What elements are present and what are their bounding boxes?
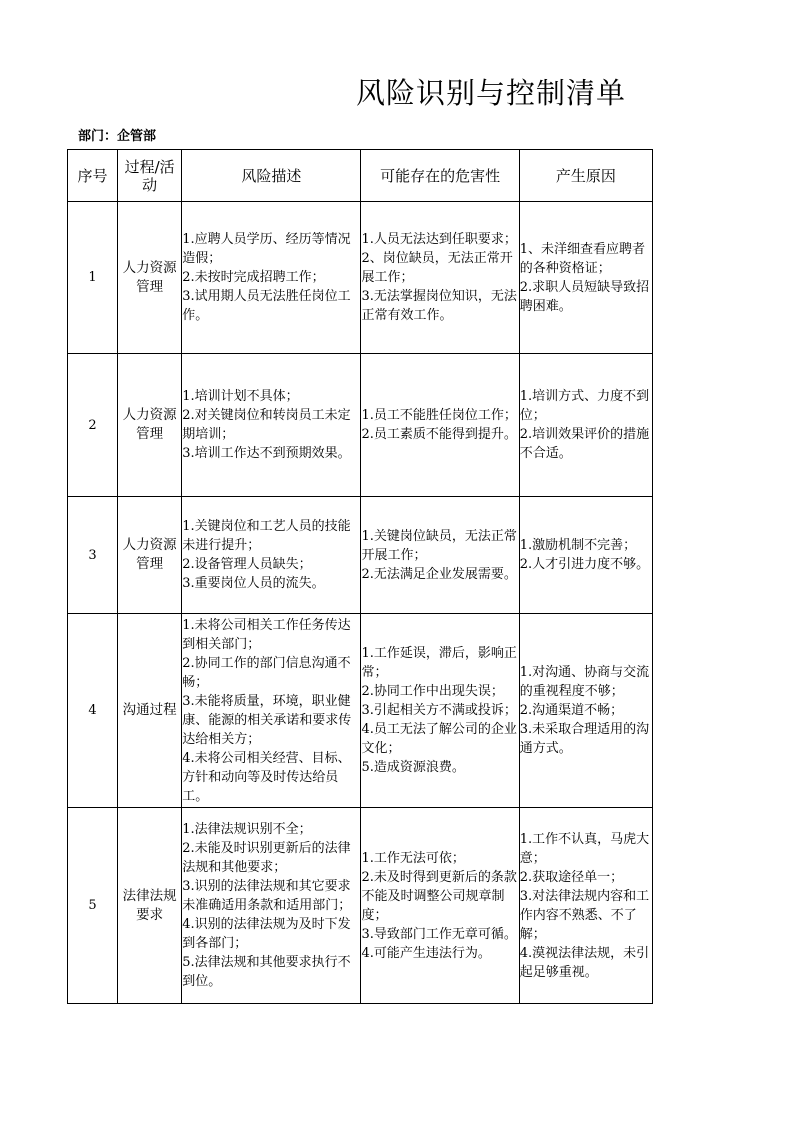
text-line: 2.未按时完成招聘工作； bbox=[182, 270, 325, 285]
risk-table bbox=[67, 149, 653, 1004]
text-line: 1.培训方式、力度不到位； bbox=[519, 389, 650, 423]
cell-process: 沟通过程 bbox=[118, 614, 182, 808]
cell-cause bbox=[519, 354, 652, 497]
cell-no: 1 bbox=[68, 202, 118, 354]
text-line: 1.法律法规识别不全； bbox=[182, 822, 312, 837]
cell-no: 4 bbox=[68, 614, 118, 808]
cell-possible-harm bbox=[361, 497, 519, 614]
cell-cause bbox=[519, 614, 652, 808]
cell-no: 3 bbox=[68, 497, 118, 614]
text-line: 1.工作无法可依； bbox=[361, 850, 465, 866]
text-line: 4.可能产生违法行为。 bbox=[361, 945, 491, 961]
text-line: 2.设备管理人员缺失； bbox=[182, 557, 312, 572]
table-row bbox=[68, 497, 653, 614]
text-line: 4.未将公司相关经营、目标、方针和动向等及时传达给员工。 bbox=[182, 750, 351, 804]
header-process: 过程/活动 bbox=[118, 150, 182, 202]
text-line: 4.员工无法了解公司的企业文化； bbox=[361, 722, 517, 756]
text-line: 1.工作不认真，马虎大意； bbox=[519, 831, 650, 866]
text-line: 3.未能将质量，环境，职业健康、能源的相关承诺和要求传达给相关方； bbox=[182, 693, 352, 747]
text-line: 2.未能及时识别更新后的法律法规和其他要求； bbox=[182, 841, 351, 875]
cell-cause bbox=[519, 202, 652, 354]
cell-process: 人力资源管理 bbox=[118, 354, 182, 497]
text-line: 4.漠视法律法规，未引起足够重视。 bbox=[519, 945, 650, 980]
table-row bbox=[68, 202, 653, 354]
text-line: 2、岗位缺员，无法正常开展工作； bbox=[361, 251, 513, 285]
text-line: 5.造成资源浪费。 bbox=[361, 760, 465, 775]
cell-possible-harm bbox=[361, 808, 519, 1004]
text-line: 4.识别的法律法规为及时下发到各部门； bbox=[182, 917, 351, 951]
text-line: 3.试用期人员无法胜任岗位工作。 bbox=[182, 289, 351, 323]
cell-cause bbox=[519, 497, 652, 614]
table-row bbox=[68, 614, 653, 808]
text-line: 1.培训计划不具体； bbox=[182, 389, 299, 404]
cell-risk-description bbox=[182, 354, 361, 497]
text-line: 1.关键岗位缺员，无法正常开展工作； bbox=[361, 528, 517, 563]
cell-no: 5 bbox=[68, 808, 118, 1004]
text-line: 2.协同工作中出现失误； bbox=[361, 684, 504, 699]
text-line: 1.未将公司相关工作任务传达到相关部门； bbox=[182, 617, 351, 652]
cell-possible-harm bbox=[361, 614, 519, 808]
text-line: 2.人才引进力度不够。 bbox=[519, 557, 650, 572]
cell-possible-harm bbox=[361, 202, 519, 354]
text-line: 1、未洋细查看应聘者的各种资格证； bbox=[519, 241, 646, 276]
text-line: 3.未采取合理适用的沟通方式。 bbox=[519, 722, 650, 756]
text-line: 1.激励机制不完善； bbox=[519, 538, 637, 553]
cell-risk-description bbox=[182, 808, 361, 1004]
text-line: 1.对沟通、协商与交流的重视程度不够； bbox=[519, 665, 650, 699]
header-risk-description: 风险描述 bbox=[182, 150, 361, 202]
text-line: 2.无法满足企业发展需要。 bbox=[361, 566, 517, 582]
text-line: 3.导致部门工作无章可循。 bbox=[361, 926, 517, 942]
cell-risk-description bbox=[182, 202, 361, 354]
text-line: 2.未及时得到更新后的条款不能及时调整公司规章制度； bbox=[361, 869, 517, 923]
table-header-row bbox=[68, 150, 653, 202]
header-no: 序号 bbox=[68, 150, 118, 202]
cell-cause bbox=[519, 808, 652, 1004]
text-line: 1.员工不能胜任岗位工作； bbox=[361, 408, 517, 423]
text-line: 5.法律法规和其他要求执行不到位。 bbox=[182, 955, 351, 989]
text-line: 3.对法律法规内容和工作内容不熟悉、不了解； bbox=[519, 888, 650, 942]
text-line: 3.重要岗位人员的流失。 bbox=[182, 576, 325, 591]
text-line: 1.人员无法达到任职要求； bbox=[361, 232, 517, 247]
cell-process: 人力资源管理 bbox=[118, 202, 182, 354]
text-line: 2.员工素质不能得到提升。 bbox=[361, 427, 517, 442]
page-title: 风险识别与控制清单 bbox=[356, 76, 627, 110]
text-line: 1.工作延误，滞后，影响正常； bbox=[361, 646, 517, 680]
department-label: 部门：企管部 bbox=[78, 129, 157, 144]
text-line: 2.培训效果评价的措施不合适。 bbox=[519, 427, 650, 461]
cell-risk-description bbox=[182, 614, 361, 808]
cell-process: 人力资源管理 bbox=[118, 497, 182, 614]
cell-no: 2 bbox=[68, 354, 118, 497]
text-line: 3.培训工作达不到预期效果。 bbox=[182, 446, 351, 461]
cell-risk-description bbox=[182, 497, 361, 614]
text-line: 1.关键岗位和工艺人员的技能未进行提升； bbox=[182, 519, 351, 553]
header-possible-harm: 可能存在的危害性 bbox=[361, 150, 519, 202]
text-line: 3.无法掌握岗位知识，无法正常有效工作。 bbox=[361, 289, 517, 323]
table-row bbox=[68, 354, 653, 497]
text-line: 2.获取途径单一； bbox=[519, 869, 624, 885]
text-line: 2.对关键岗位和转岗员工未定期培训； bbox=[182, 408, 351, 442]
text-line: 3.识别的法律法规和其它要求未准确适用条款和适用部门； bbox=[182, 879, 352, 913]
text-line: 1.应聘人员学历、经历等情况造假； bbox=[182, 232, 351, 266]
cell-possible-harm bbox=[361, 354, 519, 497]
text-line: 2.求职人员短缺导致招聘困难。 bbox=[519, 279, 650, 314]
cell-process: 法律法规要求 bbox=[118, 808, 182, 1004]
text-line: 2.协同工作的部门信息沟通不畅； bbox=[182, 655, 351, 690]
text-line: 3.引起相关方不满或投诉； bbox=[361, 703, 517, 718]
table-row bbox=[68, 808, 653, 1004]
header-cause: 产生原因 bbox=[519, 150, 652, 202]
text-line: 2.沟通渠道不畅； bbox=[519, 703, 624, 718]
